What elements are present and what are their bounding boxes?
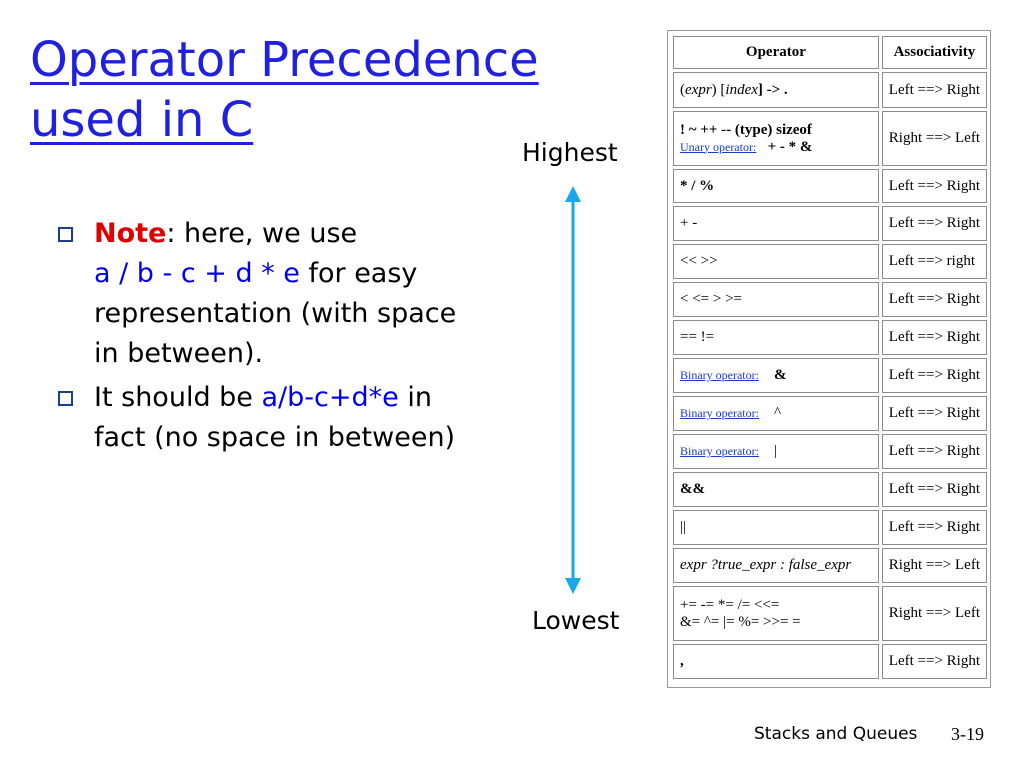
- table-row: [673, 358, 987, 393]
- table-row: [673, 169, 987, 203]
- operator-cell: &&: [673, 472, 879, 507]
- associativity-cell: Left ==> Right: [882, 396, 987, 431]
- operator-text: ! ~ ++ -- (type) sizeof: [680, 121, 812, 138]
- note-label: Note: [94, 218, 167, 249]
- footer-title: Stacks and Queues: [754, 724, 918, 744]
- table-row: [673, 510, 987, 545]
- operator-text: expr: [685, 81, 712, 98]
- table-row: [673, 206, 987, 241]
- bullet-text: : here, we use: [166, 218, 358, 249]
- operator-text: &: [773, 367, 787, 383]
- bullet-list: [56, 214, 486, 462]
- operator-text: ) [: [711, 81, 726, 98]
- operator-text: index: [725, 81, 758, 98]
- lowest-label: Lowest: [532, 606, 620, 635]
- table-row: [673, 72, 987, 108]
- square-bullet-icon: [58, 391, 73, 406]
- operator-text: (: [680, 81, 685, 98]
- associativity-cell: Left ==> right: [882, 244, 987, 279]
- operator-cell: [673, 111, 879, 166]
- double-arrow-icon: [558, 186, 588, 594]
- slide-title: [30, 30, 539, 150]
- operator-cell: [673, 358, 879, 393]
- associativity-column-header: Associativity: [882, 36, 987, 69]
- table-row: [673, 548, 987, 583]
- binary-operator-link[interactable]: Binary operator:: [680, 406, 759, 420]
- associativity-cell: Left ==> Right: [882, 358, 987, 393]
- square-bullet-icon: [58, 227, 73, 242]
- bullet-text: in fact (no space in between): [94, 382, 456, 453]
- table-row: [673, 282, 987, 317]
- binary-operator-link[interactable]: Binary operator:: [680, 368, 759, 382]
- operator-text: ] -> .: [757, 81, 788, 98]
- precedence-table-frame: [667, 30, 991, 688]
- operator-text: |: [773, 443, 777, 459]
- associativity-cell: Right ==> Left: [882, 548, 987, 583]
- spaced-expression: a / b - c + d * e: [94, 258, 300, 289]
- operator-text: ^: [773, 405, 782, 421]
- operator-cell: << >>: [673, 244, 879, 279]
- operator-cell: ||: [673, 510, 879, 545]
- operator-cell: == !=: [673, 320, 879, 355]
- bullet-text: for easy representation (with space in between).: [94, 258, 457, 369]
- table-row: [673, 644, 987, 679]
- table-row: [673, 244, 987, 279]
- table-row: [673, 472, 987, 507]
- bullet-item-note: [56, 214, 486, 374]
- title-line-1: Operator Precedence: [30, 32, 539, 88]
- operator-cell: [673, 434, 879, 469]
- associativity-cell: Left ==> Right: [882, 644, 987, 679]
- operator-cell: [673, 396, 879, 431]
- compact-expression: a/b-c+d*e: [261, 382, 399, 413]
- table-row: [673, 586, 987, 641]
- associativity-cell: Left ==> Right: [882, 320, 987, 355]
- table-row: [673, 111, 987, 166]
- precedence-table: [670, 33, 990, 682]
- associativity-cell: Left ==> Right: [882, 510, 987, 545]
- associativity-cell: Left ==> Right: [882, 282, 987, 317]
- associativity-cell: Left ==> Right: [882, 169, 987, 203]
- associativity-cell: Left ==> Right: [882, 72, 987, 108]
- associativity-cell: Left ==> Right: [882, 434, 987, 469]
- associativity-cell: Left ==> Right: [882, 206, 987, 241]
- table-row: [673, 320, 987, 355]
- operator-cell: * / %: [673, 169, 879, 203]
- table-row: [673, 396, 987, 431]
- table-row: [673, 434, 987, 469]
- operator-column-header: Operator: [673, 36, 879, 69]
- operator-cell: ,: [673, 644, 879, 679]
- operator-text: &= ^= |= %= >>= =: [680, 613, 801, 630]
- operator-cell: [673, 586, 879, 641]
- operator-cell: + -: [673, 206, 879, 241]
- bullet-text: It should be: [94, 382, 262, 413]
- operator-cell: expr ?true_expr : false_expr: [673, 548, 879, 583]
- associativity-cell: Right ==> Left: [882, 111, 987, 166]
- unary-operator-link[interactable]: Unary operator:: [680, 139, 757, 154]
- page-number: 3-19: [951, 724, 984, 744]
- table-header-row: [673, 36, 987, 69]
- operator-cell: < <= > >=: [673, 282, 879, 317]
- operator-cell: [673, 72, 879, 108]
- associativity-cell: Left ==> Right: [882, 472, 987, 507]
- operator-text: + - * &: [767, 138, 813, 155]
- highest-label: Highest: [522, 138, 618, 167]
- associativity-cell: Right ==> Left: [882, 586, 987, 641]
- operator-text: += -= *= /= <<=: [680, 596, 780, 613]
- bullet-item-no-space: [56, 378, 486, 458]
- binary-operator-link[interactable]: Binary operator:: [680, 444, 759, 458]
- title-line-2: used in C: [30, 92, 254, 148]
